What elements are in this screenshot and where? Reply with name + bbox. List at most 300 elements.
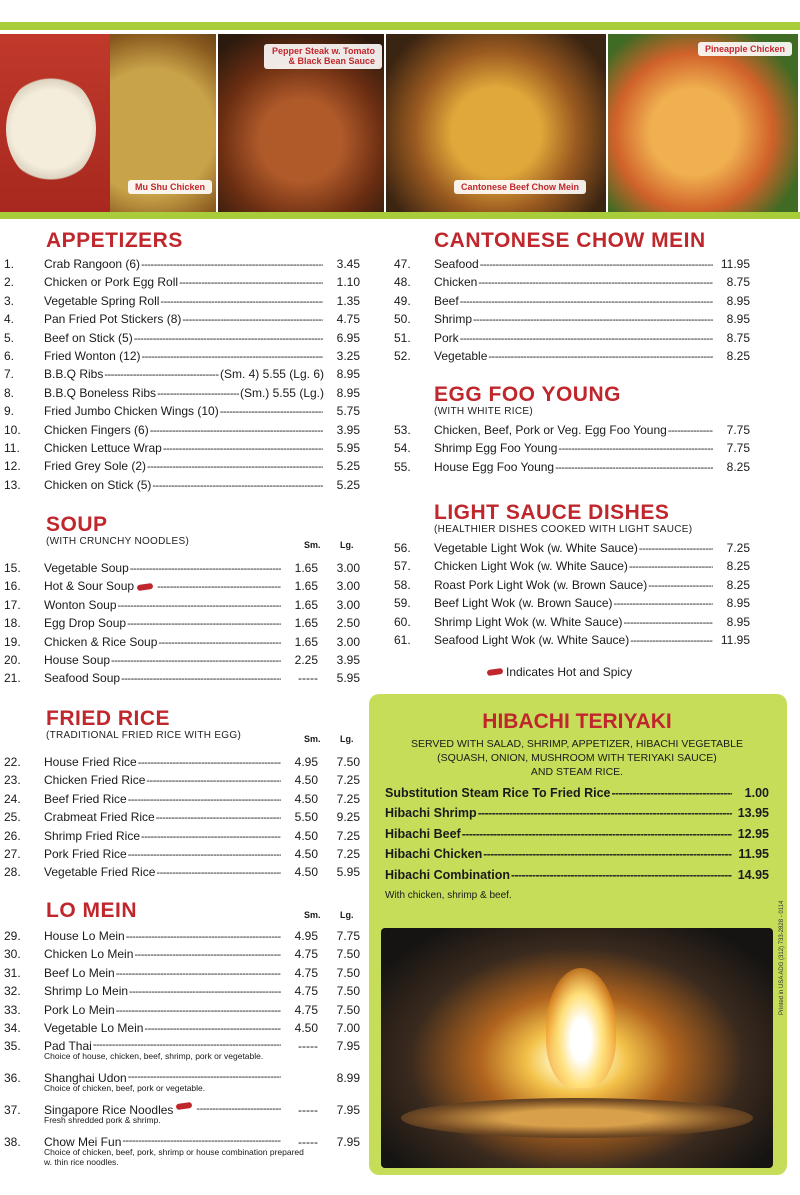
- leader-dots: [460, 333, 713, 345]
- menu-item-row: [4, 441, 360, 459]
- item-price-large: 7.50: [336, 984, 360, 999]
- item-number: 20.: [4, 652, 21, 667]
- leader-dots: [150, 425, 323, 437]
- item-price-large: 7.75: [336, 929, 360, 943]
- hibachi-list: [381, 786, 773, 889]
- left-column: [4, 230, 360, 496]
- lo-mein-section: [4, 900, 360, 1179]
- item-name: Chicken Lettuce Wrap: [44, 440, 162, 455]
- menu-item-row: [4, 1071, 360, 1103]
- menu-item-row: [394, 596, 750, 614]
- item-number: 61.: [394, 632, 411, 647]
- menu-item-row: [394, 312, 750, 330]
- hibachi-photo: [381, 928, 773, 1168]
- photo-cantonese-beef: [386, 34, 608, 212]
- item-price: 8.95: [726, 312, 750, 327]
- menu-item-row: [394, 559, 750, 577]
- item-number: 34.: [4, 1020, 21, 1035]
- menu-item-row: [385, 827, 769, 848]
- leader-dots: [630, 635, 713, 647]
- soup-subtitle: (WITH CRUNCHY NOODLES): [46, 536, 190, 547]
- item-number: 24.: [4, 791, 21, 806]
- item-price-large: 3.00: [336, 561, 360, 575]
- item-name: Chicken Fingers (6): [44, 422, 149, 437]
- item-name: Hibachi Combination: [385, 867, 510, 882]
- item-price: 7.75: [726, 441, 750, 456]
- menu-item-row: [4, 616, 360, 634]
- menu-item-row: [4, 984, 360, 1002]
- sm-header: Sm.: [304, 910, 321, 920]
- item-price: 11.95: [720, 257, 750, 271]
- item-name: Crabmeat Fried Rice: [44, 810, 155, 825]
- menu-item-row: [394, 257, 750, 275]
- appetizers-title: APPETIZERS: [46, 229, 183, 252]
- item-number: 58.: [394, 577, 411, 592]
- item-number: 1.: [4, 257, 15, 271]
- menu-item-row: [4, 1103, 360, 1135]
- item-price-large: 7.00: [336, 1020, 360, 1035]
- item-note: Fresh shredded pork & shrimp.: [44, 1115, 161, 1126]
- item-price: 8.75: [726, 330, 750, 345]
- leader-dots: [147, 461, 323, 473]
- hibachi-desc-line: (SQUASH, ONION, MUSHROOM WITH TERIYAKI SAUCE): [437, 752, 717, 765]
- leader-dots: [144, 1023, 281, 1035]
- item-number: 26.: [4, 828, 21, 843]
- menu-item-row: [4, 947, 360, 965]
- item-number: 38.: [4, 1135, 21, 1150]
- menu-item-row: [4, 671, 360, 689]
- item-name: Pork Fried Rice: [44, 846, 127, 861]
- item-price: 8.25: [726, 459, 750, 474]
- photo-caption: Mu Shu Chicken: [128, 180, 212, 194]
- menu-item-row: [394, 275, 750, 293]
- fried-rice-section: [4, 708, 360, 884]
- menu-item-row: [4, 367, 360, 385]
- item-number: 17.: [4, 597, 21, 612]
- item-number: 25.: [4, 810, 21, 825]
- leader-dots: [111, 655, 281, 667]
- item-name: Seafood Soup: [44, 671, 121, 686]
- item-name: Chicken, Beef, Pork or Veg. Egg Foo Young: [434, 423, 667, 437]
- leader-dots: [478, 806, 732, 820]
- leader-dots: [614, 598, 713, 610]
- leader-dots: [668, 425, 713, 437]
- chili-icon: [487, 668, 504, 676]
- leader-dots: [156, 812, 281, 824]
- item-price-large: 7.95: [336, 1135, 360, 1150]
- item-name: Hibachi Chicken: [385, 847, 483, 862]
- item-price-small: 4.50: [294, 846, 318, 861]
- item-number: 13.: [4, 477, 21, 492]
- photo-caption: Pineapple Chicken: [698, 42, 792, 56]
- item-price-small: 1.65: [294, 616, 318, 631]
- item-price: 11.95: [738, 847, 769, 862]
- leader-dots: [116, 1005, 281, 1017]
- menu-item-row: [4, 635, 360, 653]
- light-sauce-subtitle: (HEALTHIER DISHES COOKED WITH LIGHT SAUCE): [434, 524, 693, 535]
- menu-item-row: [4, 275, 360, 293]
- menu-item-row: [4, 1039, 360, 1071]
- item-number: 2.: [4, 275, 15, 290]
- leader-dots: [129, 986, 281, 998]
- item-number: 10.: [4, 422, 21, 437]
- soup-section: [4, 514, 360, 690]
- hibachi-description: [381, 737, 773, 780]
- item-number: 36.: [4, 1071, 21, 1086]
- item-name: House Egg Foo Young: [434, 459, 555, 474]
- leader-dots: [462, 827, 732, 841]
- menu-item-row: [385, 786, 769, 807]
- menu-item-row: [4, 257, 360, 275]
- item-number: 22.: [4, 755, 21, 769]
- item-price-small: 4.50: [294, 828, 318, 843]
- item-name: Chow Mei Fun: [44, 1135, 122, 1150]
- leader-dots: [121, 673, 281, 685]
- item-name: Substitution Steam Rice To Fried Rice: [385, 785, 611, 800]
- item-price-large: 3.95: [336, 652, 360, 667]
- leader-dots: [118, 600, 282, 612]
- leader-dots: [141, 259, 323, 271]
- egg-foo-young-list: [394, 423, 750, 478]
- item-number: 21.: [4, 671, 21, 686]
- menu-item-row: [385, 868, 769, 889]
- item-number: 50.: [394, 312, 411, 327]
- egg-foo-young-section: [394, 384, 750, 478]
- item-name: Vegetable Fried Rice: [44, 865, 156, 880]
- leader-dots: [624, 617, 713, 629]
- menu-item-row: [4, 478, 360, 496]
- item-price: 8.95: [726, 596, 750, 611]
- item-number: 57.: [394, 559, 411, 574]
- item-price: 13.95: [737, 806, 769, 821]
- leader-dots: [648, 580, 713, 592]
- item-number: 48.: [394, 275, 411, 290]
- menu-item-row: [4, 423, 360, 441]
- item-price: 12.95: [737, 826, 769, 841]
- item-price-small: -----: [298, 1135, 318, 1150]
- item-name: Beef Light Wok (w. Brown Sauce): [434, 596, 613, 611]
- menu-item-row: [4, 792, 360, 810]
- menu-item-row: [4, 598, 360, 616]
- item-price-small: 4.95: [294, 755, 318, 769]
- item-price: 8.95: [336, 385, 360, 400]
- item-price: 1.35: [336, 293, 360, 308]
- item-name: Pan Fried Pot Stickers (8): [44, 312, 182, 327]
- leader-dots: [104, 369, 219, 381]
- hibachi-title: HIBACHI TERIYAKI: [482, 710, 672, 733]
- item-name: Crab Rangoon (6): [44, 257, 141, 271]
- item-name: Roast Pork Light Wok (w. Brown Sauce): [434, 577, 648, 592]
- egg-foo-young-title: EGG FOO YOUNG: [434, 383, 621, 406]
- item-price-small: 4.50: [294, 791, 318, 806]
- cantonese-title: CANTONESE CHOW MEIN: [434, 229, 706, 252]
- item-price-large: 2.50: [336, 616, 360, 631]
- item-number: 6.: [4, 348, 15, 363]
- item-name: Chicken or Pork Egg Roll: [44, 275, 179, 290]
- item-name: Shrimp Fried Rice: [44, 828, 141, 843]
- menu-item-row: [394, 349, 750, 367]
- item-name: Shrimp Egg Foo Young: [434, 441, 558, 456]
- item-name: Shrimp: [434, 312, 473, 327]
- item-price: 8.25: [726, 559, 750, 574]
- item-name: Pork Lo Mein: [44, 1002, 115, 1017]
- photo-pepper-steak: [218, 34, 386, 212]
- menu-item-row: [4, 561, 360, 579]
- sm-header: Sm.: [304, 734, 321, 744]
- item-name: Egg Drop Soup: [44, 616, 127, 631]
- item-number: 27.: [4, 846, 21, 861]
- item-price-small: -----: [298, 1103, 318, 1118]
- item-name: Vegetable Light Wok (w. White Sauce): [434, 541, 638, 555]
- photo-caption: Cantonese Beef Chow Mein: [454, 180, 586, 194]
- leader-dots: [158, 637, 281, 649]
- item-price-small: 5.50: [294, 810, 318, 825]
- item-price-small: 4.50: [294, 773, 318, 788]
- item-size-prices: (Sm.) 5.55 (Lg.): [239, 385, 324, 400]
- chili-icon: [176, 1102, 193, 1110]
- item-number: 59.: [394, 596, 411, 611]
- item-name: B.B.Q Ribs: [44, 367, 104, 382]
- hibachi-content: [381, 704, 773, 1170]
- menu-item-row: [4, 459, 360, 477]
- item-price-small: 4.95: [294, 929, 318, 943]
- leader-dots: [128, 794, 281, 806]
- item-number: 35.: [4, 1039, 21, 1054]
- item-name: Shrimp Light Wok (w. White Sauce): [434, 614, 623, 629]
- leader-dots: [157, 581, 281, 593]
- item-price-large: 8.99: [336, 1071, 360, 1086]
- menu-item-row: [4, 331, 360, 349]
- item-name: Seafood Light Wok (w. White Sauce): [434, 632, 630, 647]
- item-price: 6.95: [336, 330, 360, 345]
- item-number: 18.: [4, 616, 21, 631]
- leader-dots: [126, 931, 281, 943]
- leader-dots: [130, 563, 281, 575]
- leader-dots: [473, 314, 713, 326]
- item-name: Chicken Light Wok (w. White Sauce): [434, 559, 628, 574]
- item-number: 9.: [4, 404, 15, 419]
- menu-item-row: [394, 294, 750, 312]
- leader-dots: [152, 480, 323, 492]
- menu-item-row: [394, 578, 750, 596]
- item-price-small: 4.75: [294, 965, 318, 980]
- fried-rice-subtitle: (TRADITIONAL FRIED RICE WITH EGG): [46, 730, 242, 741]
- menu-item-row: [4, 966, 360, 984]
- item-name: Hot & Sour Soup: [44, 579, 135, 594]
- item-price-large: 7.25: [336, 828, 360, 843]
- item-number: 53.: [394, 423, 411, 437]
- lg-header: Lg.: [340, 734, 354, 744]
- item-price: 5.25: [336, 459, 360, 474]
- item-note: Choice of chicken, beef, pork or vegetable.: [44, 1083, 206, 1094]
- leader-dots: [488, 351, 713, 363]
- lg-header: Lg.: [340, 540, 354, 550]
- item-number: 7.: [4, 367, 15, 382]
- hibachi-combo-note: With chicken, shrimp & beef.: [385, 890, 512, 902]
- sm-header: Sm.: [304, 540, 321, 550]
- item-name: Chicken & Rice Soup: [44, 634, 158, 649]
- leader-dots: [156, 867, 281, 879]
- lo-mein-list: [4, 929, 360, 1179]
- leader-dots: [612, 786, 733, 800]
- menu-item-row: [4, 1003, 360, 1021]
- item-price: 3.25: [336, 348, 360, 363]
- top-green-bar: [0, 22, 800, 30]
- leader-dots: [480, 259, 713, 271]
- item-number: 56.: [394, 541, 411, 555]
- leader-dots: [128, 849, 281, 861]
- leader-dots: [179, 277, 323, 289]
- fried-rice-list: [4, 755, 360, 884]
- soup-list: [4, 561, 360, 690]
- leader-dots: [157, 388, 239, 400]
- item-number: 3.: [4, 293, 15, 308]
- leader-dots: [558, 443, 713, 455]
- item-name: Chicken on Stick (5): [44, 477, 152, 492]
- item-size-prices: (Sm. 4) 5.55 (Lg. 6): [219, 367, 324, 382]
- item-price-large: 7.50: [336, 965, 360, 980]
- item-price-small: 4.75: [294, 1002, 318, 1017]
- item-price-large: 9.25: [336, 810, 360, 825]
- item-price: 3.95: [336, 422, 360, 437]
- hibachi-flame: [546, 968, 616, 1088]
- item-name: Wonton Soup: [44, 597, 117, 612]
- menu-item-row: [4, 653, 360, 671]
- leader-dots: [478, 277, 713, 289]
- item-name: Pad Thai: [44, 1039, 92, 1054]
- hibachi-grill: [401, 1098, 753, 1138]
- menu-item-row: [4, 312, 360, 330]
- leader-dots: [138, 757, 281, 769]
- leader-dots: [639, 543, 713, 555]
- item-price: 8.25: [726, 348, 750, 363]
- leader-dots: [182, 314, 323, 326]
- bottom-green-bar: [0, 212, 800, 219]
- cantonese-list: [394, 257, 750, 367]
- item-number: 31.: [4, 965, 21, 980]
- item-price-large: 7.50: [336, 947, 360, 962]
- item-price-large: 3.00: [336, 634, 360, 649]
- item-name: Shanghai Udon: [44, 1071, 127, 1086]
- item-price: 4.75: [336, 312, 360, 327]
- leader-dots: [460, 296, 713, 308]
- leader-dots: [127, 618, 281, 630]
- item-price: 7.75: [726, 423, 750, 437]
- item-note: Choice of house, chicken, beef, shrimp, pork or vegetable.: [44, 1051, 264, 1062]
- item-note: Choice of chicken, beef, pork, shrimp or house combination prepared w. thin rice noodles.: [44, 1147, 304, 1167]
- menu-item-row: [394, 541, 750, 559]
- leader-dots: [142, 351, 324, 363]
- item-price-small: -----: [298, 671, 318, 686]
- item-number: 60.: [394, 614, 411, 629]
- item-price: 8.75: [726, 275, 750, 290]
- menu-item-row: [4, 1135, 360, 1179]
- item-price: 8.95: [726, 293, 750, 308]
- leader-dots: [134, 333, 323, 345]
- appetizers-list: [4, 257, 360, 496]
- menu-item-row: [394, 423, 750, 441]
- item-name: Chicken: [434, 275, 478, 290]
- menu-item-row: [4, 810, 360, 828]
- menu-item-row: [385, 847, 769, 868]
- light-sauce-section: [394, 502, 750, 651]
- leader-dots: [555, 462, 713, 474]
- item-price: 8.95: [726, 614, 750, 629]
- light-sauce-title: LIGHT SAUCE DISHES: [434, 501, 670, 524]
- item-number: 16.: [4, 579, 21, 594]
- photo-pineapple-chicken: [608, 34, 800, 212]
- hibachi-desc-line: SERVED WITH SALAD, SHRIMP, APPETIZER, HIBACHI VEGETABLE: [410, 738, 743, 750]
- item-number: 23.: [4, 773, 21, 788]
- item-price-small: 1.65: [294, 579, 318, 594]
- item-name: Beef Lo Mein: [44, 965, 115, 980]
- item-price: 8.25: [726, 577, 750, 592]
- item-name: Beef Fried Rice: [44, 791, 127, 806]
- item-price: 5.95: [336, 440, 360, 455]
- lg-header: Lg.: [340, 910, 354, 920]
- leader-dots: [629, 561, 713, 573]
- item-number: 8.: [4, 385, 15, 400]
- item-price-small: 4.75: [294, 947, 318, 962]
- item-price-small: 1.65: [294, 561, 318, 575]
- item-price-small: 4.75: [294, 984, 318, 999]
- menu-item-row: [4, 349, 360, 367]
- leader-dots: [160, 296, 323, 308]
- item-number: 33.: [4, 1002, 21, 1017]
- leader-dots: [116, 968, 281, 980]
- photo-strip: [0, 34, 800, 212]
- item-price-large: 5.95: [336, 671, 360, 686]
- item-number: 15.: [4, 561, 21, 575]
- item-price: 1.10: [336, 275, 360, 290]
- item-number: 55.: [394, 459, 411, 474]
- item-name: Fried Wonton (12): [44, 348, 141, 363]
- item-name: House Fried Rice: [44, 755, 137, 769]
- item-price-large: 7.95: [336, 1103, 360, 1118]
- item-name: Beef: [434, 293, 459, 308]
- photo-caption: Pepper Steak w. Tomato & Black Bean Sauce: [264, 44, 382, 69]
- item-name: Chicken Lo Mein: [44, 947, 134, 962]
- item-name: House Lo Mein: [44, 929, 125, 943]
- item-price-small: 4.50: [294, 1020, 318, 1035]
- item-name: House Soup: [44, 652, 111, 667]
- item-number: 51.: [394, 330, 411, 345]
- item-price-small: 1.65: [294, 597, 318, 612]
- hibachi-desc-line: AND STEAM RICE.: [530, 766, 624, 779]
- item-number: 47.: [394, 257, 411, 271]
- item-number: 29.: [4, 929, 21, 943]
- item-name: Beef on Stick (5): [44, 330, 133, 345]
- item-name: Vegetable Lo Mein: [44, 1020, 144, 1035]
- item-name: Pork: [434, 330, 459, 345]
- menu-item-row: [4, 404, 360, 422]
- item-price-large: 5.95: [336, 865, 360, 880]
- menu-item-row: [4, 1021, 360, 1039]
- item-price: 11.95: [720, 632, 750, 647]
- leader-dots: [146, 775, 281, 787]
- leader-dots: [128, 1071, 281, 1083]
- egg-foo-young-subtitle: (WITH WHITE RICE): [434, 406, 533, 417]
- item-price-small: 4.50: [294, 865, 318, 880]
- item-number: 49.: [394, 293, 411, 308]
- menu-item-row: [394, 615, 750, 633]
- item-name: Chicken Fried Rice: [44, 773, 146, 788]
- menu-item-row: [4, 579, 360, 597]
- menu-item-row: [394, 331, 750, 349]
- item-price: 7.25: [726, 541, 750, 555]
- soup-title: SOUP: [46, 513, 108, 536]
- item-name: Fried Grey Sole (2): [44, 459, 147, 474]
